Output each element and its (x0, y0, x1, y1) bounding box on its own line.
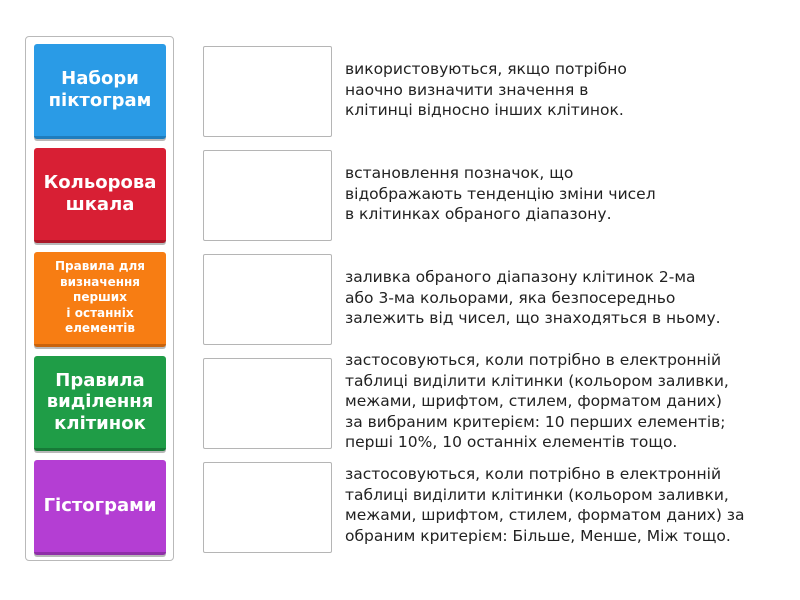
drop-slot-1[interactable] (203, 46, 332, 137)
drop-slot-2[interactable] (203, 150, 332, 241)
tile-color-scale[interactable]: Кольорова шкала (34, 148, 166, 243)
tile-top-bottom-rules[interactable]: Правила для визначення перших і останніх елементів (34, 252, 166, 347)
drop-slot-5[interactable] (203, 462, 332, 553)
tile-highlight-cells-rules[interactable]: Правила виділення клітинок (34, 356, 166, 451)
description-4: застосовуються, коли потрібно в електронній таблиці виділити клітинки (кольором заливки, межами, шрифтом, стилем, форматом даних) за вибраним критерієм: 10 перших елементів; перші 10%, 10 останніх елементів тощо. (345, 351, 729, 451)
drop-slot-3[interactable] (203, 254, 332, 345)
description-2: встановлення позначок, що відображають тенденцію зміни чисел в клітинках обраного діапазону. (345, 164, 656, 223)
drop-slot-4[interactable] (203, 358, 332, 449)
description-3: заливка обраного діапазону клітинок 2-ма або 3-ма кольорами, яка безпосередньо залежить від чисел, що знаходяться в ньому. (345, 268, 721, 327)
description-5: застосовуються, коли потрібно в електронній таблиці виділити клітинки (кольором заливки, межами, шрифтом, стилем, форматом даних) за обраним критерієм: Більше, Менше, Між тощо. (345, 465, 745, 545)
description-1: використовуються, якщо потрібно наочно визначити значення в клітинці відносно інших клітинок. (345, 60, 627, 119)
tile-data-bars[interactable]: Гістограми (34, 460, 166, 555)
tile-icon-sets[interactable]: Набори піктограм (34, 44, 166, 139)
